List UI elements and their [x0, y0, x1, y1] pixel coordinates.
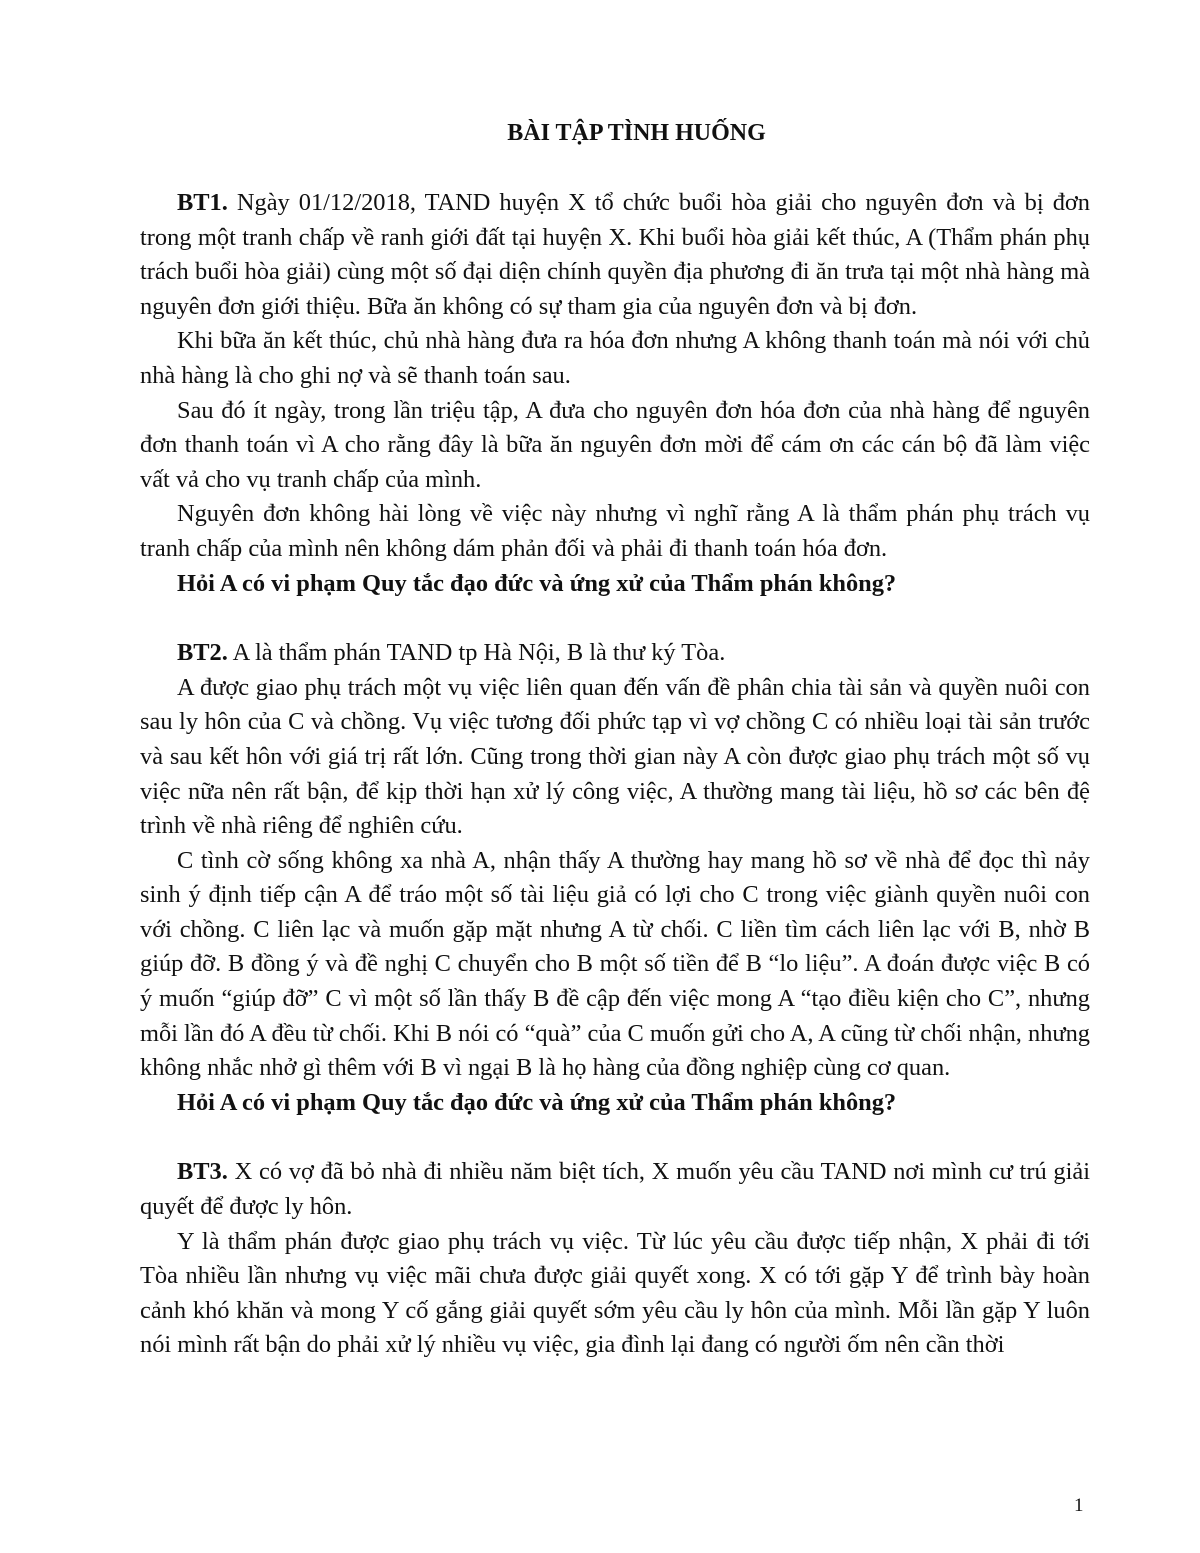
bt2-paragraph-1: [140, 636, 1090, 671]
bt1-text-1: Ngày 01/12/2018, TAND huyện X tổ chức buổi hòa giải cho nguyên đơn và bị đơn trong một tranh chấp về ranh giới đất tại huyện X. Khi buổi hòa giải kết thúc, A (Thẩm phán phụ trách buổi hòa giải) cùng một số đại diện chính quyền địa phương đi ăn trưa tại một nhà hàng mà nguyên đơn giới thiệu. Bữa ăn không có sự tham gia của nguyên đơn và bị đơn.: [140, 189, 1090, 320]
bt1-paragraph-3: Sau đó ít ngày, trong lần triệu tập, A đưa cho nguyên đơn hóa đơn của nhà hàng để nguyên đơn thanh toán vì A cho rằng đây là bữa ăn nguyên đơn mời để cám ơn các cán bộ đã làm việc vất vả cho vụ tranh chấp của mình.: [140, 396, 1090, 493]
bt1-label: BT1.: [177, 189, 228, 216]
bt3-paragraph-1: [140, 1155, 1090, 1224]
document-body: [140, 186, 1090, 1363]
bt1-paragraph-1: [140, 186, 1090, 324]
bt3-paragraph-2: Y là thẩm phán được giao phụ trách vụ việc. Từ lúc yêu cầu được tiếp nhận, X phải đi tới Tòa nhiều lần nhưng vụ việc mãi chưa được giải quyết xong. X có tới gặp Y để trình bày hoàn cảnh khó khăn và mong Y cố gắng giải quyết sớm yêu cầu ly hôn của mình. Mỗi lần gặp Y luôn nói mình rất bận do phải xử lý nhiều vụ việc, gia đình lại đang có người ốm nên cần thời: [140, 1227, 1090, 1359]
bt2-paragraph-2: A được giao phụ trách một vụ việc liên quan đến vấn đề phân chia tài sản và quyền nuôi con sau ly hôn của C và chồng. Vụ việc tương đối phức tạp vì vợ chồng C có nhiều loại tài sản trước và sau kết hôn với giá trị rất lớn. Cũng trong thời gian này A còn được giao phụ trách một số vụ việc nữa nên rất bận, để kịp thời hạn xử lý công việc, A thường mang tài liệu, hồ sơ các bên đệ trình về nhà riêng để nghiên cứu.: [140, 673, 1090, 840]
bt2-paragraph-3: C tình cờ sống không xa nhà A, nhận thấy A thường hay mang hồ sơ về nhà để đọc thì nảy sinh ý định tiếp cận A để tráo một số tài liệu giả có lợi cho C trong việc giành quyền nuôi con với chồng. C liên lạc và muốn gặp mặt nhưng A từ chối. C liền tìm cách liên lạc với B, nhờ B giúp đỡ. B đồng ý và đề nghị C chuyển cho B một số tiền để B “lo liệu”. A đoán được việc B có ý muốn “giúp đỡ” C vì một số lần thấy B đề cập đến việc mong A “tạo điều kiện cho C”, nhưng mỗi lần đó A đều từ chối. Khi B nói có “quà” của C muốn gửi cho A, A cũng từ chối nhận, nhưng không nhắc nhở gì thêm với B vì ngại B là họ hàng của đồng nghiệp cùng cơ quan.: [140, 846, 1090, 1082]
page-title: BÀI TẬP TÌNH HUỐNG: [507, 120, 766, 146]
bt1-paragraph-2: Khi bữa ăn kết thúc, chủ nhà hàng đưa ra hóa đơn nhưng A không thanh toán mà nói với chủ nhà hàng là cho ghi nợ và sẽ thanh toán sau.: [140, 327, 1090, 389]
bt1-question: Hỏi A có vi phạm Quy tắc đạo đức và ứng xử của Thẩm phán không?: [177, 569, 897, 597]
bt2-question: Hỏi A có vi phạm Quy tắc đạo đức và ứng xử của Thẩm phán không?: [177, 1088, 897, 1116]
bt1-paragraph-4: Nguyên đơn không hài lòng về việc này nhưng vì nghĩ rằng A là thẩm phán phụ trách vụ tranh chấp của mình nên không dám phản đối và phải đi thanh toán hóa đơn.: [140, 500, 1090, 562]
bt3-text-1: X có vợ đã bỏ nhà đi nhiều năm biệt tích, X muốn yêu cầu TAND nơi mình cư trú giải quyết để được ly hôn.: [140, 1158, 1090, 1221]
bt2-text-1: A là thẩm phán TAND tp Hà Nội, B là thư ký Tòa.: [227, 639, 726, 667]
bt3-label: BT3.: [177, 1158, 228, 1186]
bt2-label: BT2.: [177, 639, 228, 667]
page-number: 1: [1074, 1495, 1084, 1516]
